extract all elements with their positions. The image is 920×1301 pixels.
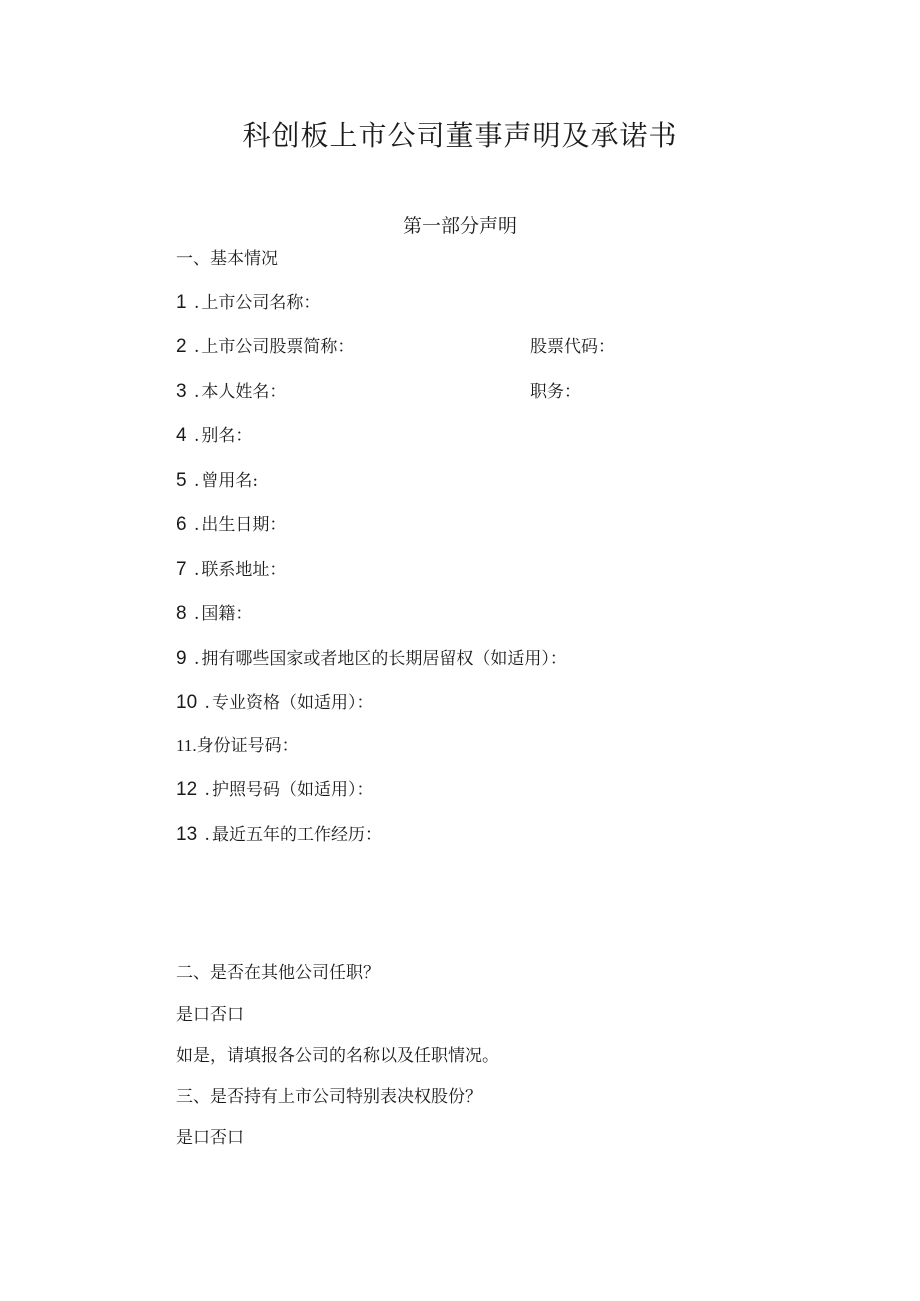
item-number: 10 bbox=[176, 692, 198, 713]
item-dot: . bbox=[204, 780, 210, 800]
item-number: 1 bbox=[176, 292, 187, 313]
item-11 bbox=[176, 733, 299, 759]
item-label: 曾用名: bbox=[201, 471, 259, 491]
position-label: 职务： bbox=[530, 382, 581, 402]
item-dot: . bbox=[193, 382, 200, 402]
item-label: 拥有哪些国家或者地区的长期居留权（如适用）： bbox=[201, 649, 567, 669]
item-dot: . bbox=[193, 471, 200, 491]
item-number: 9 bbox=[176, 648, 187, 669]
item-label: 国籍： bbox=[201, 604, 253, 624]
item-8 bbox=[176, 601, 252, 627]
section-1-heading: 一、基本情况 bbox=[176, 249, 278, 269]
item-label: 上市公司股票简称： bbox=[201, 337, 355, 357]
section-2-heading: 二、是否在其他公司任职？ bbox=[176, 963, 380, 983]
item-dot: . bbox=[193, 337, 200, 357]
item-dot: . bbox=[193, 515, 200, 535]
section-3-heading: 三、是否持有上市公司特别表决权股份？ bbox=[176, 1087, 482, 1107]
item-number: 11. bbox=[176, 736, 197, 755]
item-dot: . bbox=[193, 293, 200, 313]
item-1 bbox=[176, 290, 320, 316]
document-title: 科创板上市公司董事声明及承诺书 bbox=[242, 119, 678, 152]
item-dot: . bbox=[193, 426, 200, 446]
item-2 bbox=[176, 334, 354, 360]
item-9 bbox=[176, 646, 567, 672]
item-number: 7 bbox=[176, 559, 187, 580]
item-3 bbox=[176, 379, 286, 405]
item-number: 2 bbox=[176, 336, 187, 357]
item-number: 8 bbox=[176, 603, 187, 624]
item-dot: . bbox=[193, 604, 200, 624]
item-10 bbox=[176, 690, 373, 716]
item-label: 上市公司名称： bbox=[201, 293, 321, 313]
item-dot: . bbox=[204, 825, 210, 845]
section-2-note: 如是，请填报各公司的名称以及任职情况。 bbox=[176, 1046, 499, 1066]
item-dot: . bbox=[193, 560, 200, 580]
item-number: 3 bbox=[176, 381, 187, 402]
item-6 bbox=[176, 512, 286, 538]
item-label: 专业资格（如适用）： bbox=[211, 693, 374, 713]
item-number: 4 bbox=[176, 425, 187, 446]
item-number: 5 bbox=[176, 470, 187, 491]
item-label: 最近五年的工作经历： bbox=[211, 825, 382, 845]
item-label: 本人姓名： bbox=[201, 382, 287, 402]
item-label: 别名： bbox=[201, 426, 253, 446]
item-number: 6 bbox=[176, 514, 187, 535]
item-label: 护照号码（如适用）： bbox=[211, 780, 374, 800]
item-12 bbox=[176, 777, 373, 803]
item-label: 身份证号码： bbox=[196, 736, 299, 756]
item-13 bbox=[176, 822, 382, 848]
item-7 bbox=[176, 557, 286, 583]
item-number: 12 bbox=[176, 779, 198, 800]
part-heading: 第一部分声明 bbox=[402, 215, 517, 237]
item-4 bbox=[176, 423, 252, 449]
section-2-options: 是口否口 bbox=[176, 1005, 244, 1025]
item-label: 联系地址： bbox=[201, 560, 287, 580]
item-5 bbox=[176, 468, 258, 494]
item-dot: . bbox=[204, 693, 210, 713]
stock-code-label: 股票代码： bbox=[530, 337, 615, 357]
item-dot: . bbox=[193, 649, 200, 669]
section-3-options: 是口否口 bbox=[176, 1128, 244, 1148]
item-number: 13 bbox=[176, 824, 198, 845]
item-label: 出生日期： bbox=[201, 515, 287, 535]
